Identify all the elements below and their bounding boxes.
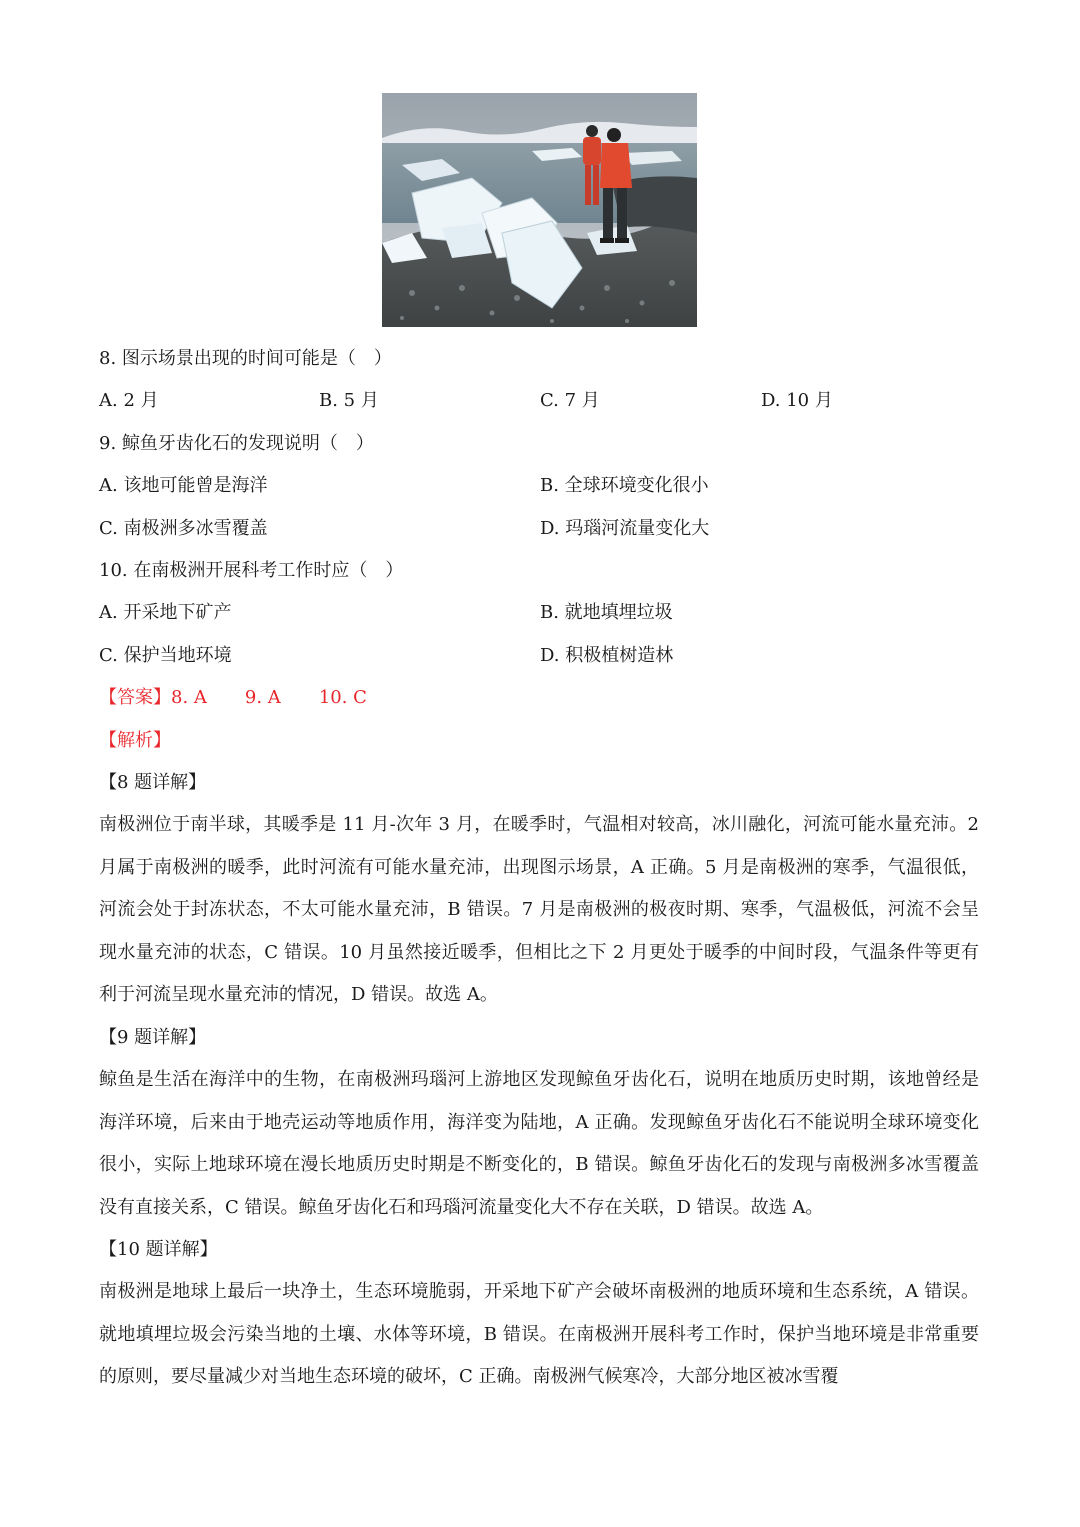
q8-option-b: B. 5 月 xyxy=(319,390,379,411)
answer-9: 9. A xyxy=(244,687,281,708)
q10-option-b: B. 就地填埋垃圾 xyxy=(540,602,673,623)
q10-option-c: C. 保护当地环境 xyxy=(99,645,232,666)
answer-10: 10. C xyxy=(318,687,367,708)
question-8-stem: 8. 图示场景出现的时间可能是（ ） xyxy=(99,348,392,369)
q8-option-a: A. 2 月 xyxy=(99,390,159,411)
detail-9-title: 【9 题详解】 xyxy=(99,1027,207,1048)
q8-option-c: C. 7 月 xyxy=(540,390,600,411)
detail-8-title: 【8 题详解】 xyxy=(99,772,207,793)
q9-option-d: D. 玛瑙河流量变化大 xyxy=(540,518,710,539)
answer-line xyxy=(99,686,367,710)
detail-9-text: 鲸鱼是生活在海洋中的生物，在南极洲玛瑙河上游地区发现鲸鱼牙齿化石，说明在地质历史时期，该地曾经是海洋环境，后来由于地壳运动等地质作用，海洋变为陆地，A 正确。发现鲸鱼牙齿化石不能说明全球环境变化很小，实际上地球环境在漫长地质历史时期是不断变化的，B 错误。鲸鱼牙齿化石的发现与南极洲多冰雪覆盖没有直接关系，C 错误。鲸鱼牙齿化石和玛瑙河流量变化大不存在关联，D 错误。故选 A。 xyxy=(99,1069,979,1218)
question-9-stem: 9. 鲸鱼牙齿化石的发现说明（ ） xyxy=(99,433,374,454)
answer-label: 【答案】 xyxy=(99,687,171,708)
q8-option-d: D. 10 月 xyxy=(761,390,833,411)
q9-option-a: A. 该地可能曾是海洋 xyxy=(99,475,268,496)
q9-option-b: B. 全球环境变化很小 xyxy=(540,475,709,496)
detail-10-title: 【10 题详解】 xyxy=(99,1239,218,1260)
analysis-label: 【解析】 xyxy=(99,730,171,751)
q9-option-c: C. 南极洲多冰雪覆盖 xyxy=(99,518,268,539)
question-10-stem: 10. 在南极洲开展科考工作时应（ ） xyxy=(99,560,404,581)
answer-8: 8. A xyxy=(171,687,207,708)
q10-option-a: A. 开采地下矿产 xyxy=(99,602,232,623)
detail-8-text: 南极洲位于南半球，其暖季是 11 月-次年 3 月，在暖季时，气温相对较高，冰川融化，河流可能水量充沛。2 月属于南极洲的暖季，此时河流有可能水量充沛，出现图示场景，A 正确。5 月是南极洲的寒季，气温很低，河流会处于封冻状态，不太可能水量充沛，B 错误。7 月是南极洲的极夜时期、寒季，气温极低，河流不会呈现水量充沛的状态，C 错误。10 月虽然接近暖季，但相比之下 2 月更处于暖季的中间时段，气温条件等更有利于河流呈现水量充沛的情况，D 错误。故选 A。 xyxy=(99,814,979,1006)
q10-option-d: D. 积极植树造林 xyxy=(540,645,674,666)
detail-10-text: 南极洲是地球上最后一块净土，生态环境脆弱，开采地下矿产会破坏南极洲的地质环境和生态系统，A 错误。就地填埋垃圾会污染当地的土壤、水体等环境，B 错误。在南极洲开展科考工作时，保护当地环境是非常重要的原则，要尽量减少对当地生态环境的破坏，C 正确。南极洲气候寒冷，大部分地区被冰雪覆 xyxy=(99,1281,979,1388)
antarctic-field-photo xyxy=(382,93,697,327)
